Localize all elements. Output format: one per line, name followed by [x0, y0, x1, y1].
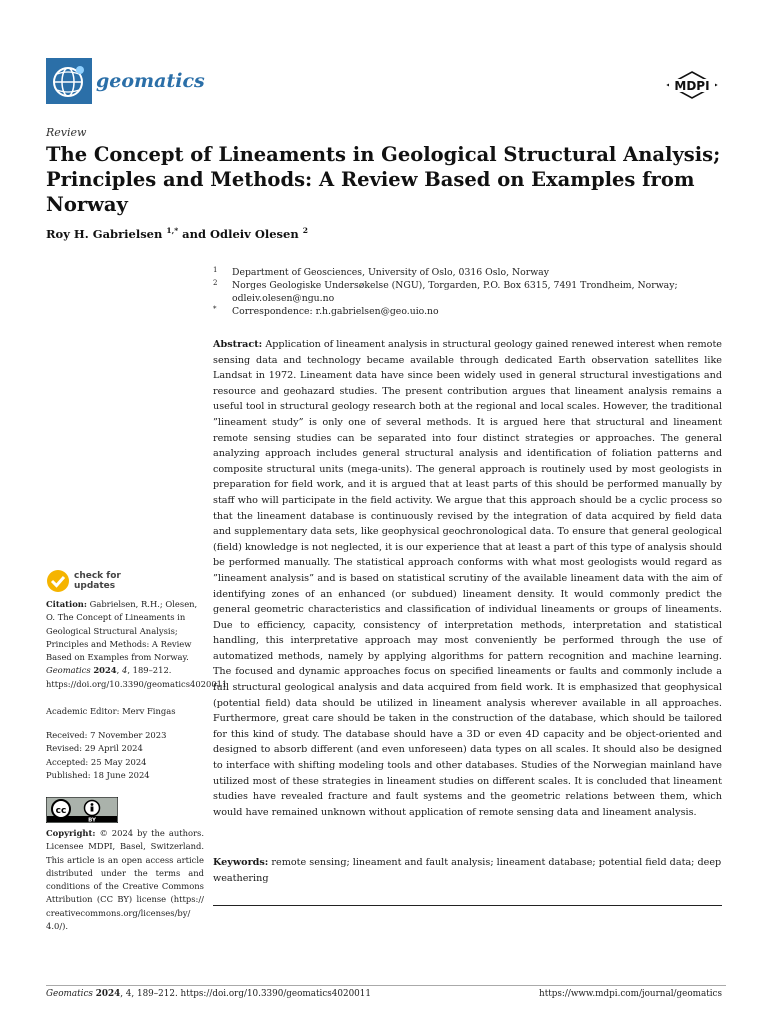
keywords	[213, 855, 722, 886]
article-type: Review	[46, 126, 87, 139]
divider	[213, 905, 722, 906]
citation-volume: 4	[121, 665, 128, 676]
svg-text:cc: cc	[55, 806, 67, 816]
abstract-text: Application of lineament analysis in structural geology gained renewed interest when remote sensing data and technology became available through dedicated Earth observation satellites like Landsat in 1972. Lineament data have since been widely used in general structural investigations and resource and geohazard studies. The present contribution argues that lineament analysis remains a useful tool in structural geology research both at the regional and local scales. However, the traditional ”lineament study” is only one of several methods. It is argued here that structural and lineament remote sensing studies can be separated into four distinct strategies or approaches. The general analyzing approach includes general structural analysis and identification of foliation patterns and composite structural units (mega-units). The general approach is routinely used by most geologists in preparation for field work, and it is argued that at least parts of this should be performed manually by staff who will participate in the field activity. We argue that this approach should be a cyclic process so that the lineament database is continuously revised by the integration of data acquired by field data and supplementary data sets, like geophysical geochronological data. To ensure that general geological (field) knowledge is not neglected, it is our experience that at least a part of this type of analysis should be performed manually. The statistical approach conforms with what most geologists would regard as ”lineament analysis” and is based on statistical scrutiny of the available lineament data with the aim of identifying zones of an enhanced (or subdued) lineament density. It would commonly predict the general geometric characteristics and classification of individual lineaments or groups of lineaments. Due to efficiency, capacity, consistency of interpretation methods, interpretation and statistical handling, this interpretative approach may most conveniently be performed through the use of automatized methods, namely by applying algorithms for pattern recognition and machine learning. The focused and dynamic approaches focus on specified lineaments or faults and commonly include a full structural geological analysis and data acquired from field work. It is emphasized that geophysical (potential field) data should be utilized in lineament analysis wherever available in all approaches. Furthermore, great care should be taken in the construction of the database, which should be tailored for this kind of study. The database should have a 3D or even 4D capacity and be object-oriented and designed to absorb different (and even unforeseen) data types on all scales. It should also be designed to interface with shifting modeling tools and other databases. Studies of the Norwegian mainland have utilized most of these strategies in lineament studies on different scales. It is concluded that lineament studies have revealed fracture and fault systems and the geometric relations between them, which would have remained unknown without application of remote sensing data and lineament analysis.	[213, 339, 723, 818]
abstract	[213, 337, 722, 820]
affiliation-mark: *	[213, 305, 217, 313]
author-name: Odleiv Olesen	[210, 226, 299, 241]
check-for-updates-label: check for updates	[74, 571, 121, 591]
citation-doi[interactable]: , 189–212. https://doi.org/10.3390/geomatics4020011	[46, 665, 228, 689]
svg-text:MDPI: MDPI	[674, 79, 710, 93]
copyright-text: © 2024 by the authors. Licensee MDPI, Basel, Switzerland. This article is an open access article distributed under the terms and conditions of the Creative Commons Attribution (CC BY) license (https:// creativecommons.org/licenses/by/ 4.0/).	[46, 828, 204, 932]
author-joiner: and	[178, 226, 211, 241]
footer-journal-url[interactable]: https://www.mdpi.com/journal/geomatics	[539, 989, 722, 999]
copyright-label: Copyright:	[46, 828, 96, 838]
affiliation-text: Norges Geologiske Undersøkelse (NGU), Torgarden, P.O. Box 6315, 7491 Trondheim, Norway; odleiv.olesen@ngu.no	[232, 280, 678, 304]
footer-year: 2024	[95, 989, 121, 999]
received-date: Received: 7 November 2023	[46, 730, 167, 740]
affiliations	[213, 266, 723, 318]
citation-block: Citation: Gabrielsen, R.H.; Olesen, O. The Concept of Lineaments in Geological Structural Analysis; Principles and Methods: A Review Based on Examples from Norway. Geomatics 2024, 4, 189–212. https://doi.org/10.3390/geomatics4020011	[46, 599, 228, 689]
affiliation-text: Department of Geosciences, University of Oslo, 0316 Oslo, Norway	[232, 267, 549, 278]
author-list	[46, 226, 308, 241]
footer-journal: Geomatics	[46, 989, 93, 999]
footer-rule	[46, 985, 726, 986]
affiliation-mark: 2	[213, 279, 218, 287]
academic-editor: Academic Editor: Merv Fingas	[46, 706, 176, 716]
copyright-block	[46, 827, 204, 933]
author-marks: 1,*	[166, 226, 179, 235]
citation-journal: Geomatics	[46, 665, 91, 676]
mdpi-logo	[664, 70, 720, 100]
journal-header	[46, 58, 726, 104]
journal-name: geomatics	[96, 70, 205, 92]
citation-text: Gabrielsen, R.H.; Olesen, O. The Concept of Lineaments in Geological Structural Analysis; Principles and Methods: A Review Based on Examples from Norway.	[46, 599, 198, 663]
affiliation-mark: 1	[213, 266, 218, 274]
check-for-updates-button[interactable]	[46, 569, 176, 595]
svg-text:BY: BY	[88, 817, 96, 823]
citation-year: 2024	[93, 665, 117, 676]
affiliation-item	[213, 266, 723, 279]
keywords-label: Keywords:	[213, 857, 269, 868]
affiliation-text: Correspondence: r.h.gabrielsen@geo.uio.no	[232, 306, 439, 317]
author-name: Roy H. Gabrielsen	[46, 226, 163, 241]
accepted-date: Accepted: 25 May 2024	[46, 756, 147, 767]
article-title: The Concept of Lineaments in Geological Structural Analysis; Principles and Methods: A Review Based on Examples from Norway	[46, 143, 721, 216]
affiliation-item	[213, 305, 723, 318]
citation-label: Citation:	[46, 599, 87, 609]
revised-date: Revised: 29 April 2024	[46, 743, 143, 754]
published-date: Published: 18 June 2024	[46, 769, 150, 780]
globe-icon	[46, 58, 92, 104]
keywords-text: remote sensing; lineament and fault analysis; lineament database; potential field data; deep weathering	[213, 857, 722, 884]
check-icon	[46, 569, 70, 593]
footer-citation	[46, 989, 371, 999]
cc-by-license-badge[interactable]	[46, 797, 118, 823]
dates-block	[46, 729, 204, 782]
affiliation-item	[213, 279, 723, 305]
author-marks: 2	[302, 226, 308, 235]
footer-doi[interactable]: , 4, 189–212. https://doi.org/10.3390/geomatics4020011	[120, 989, 371, 999]
abstract-label: Abstract:	[213, 339, 263, 350]
